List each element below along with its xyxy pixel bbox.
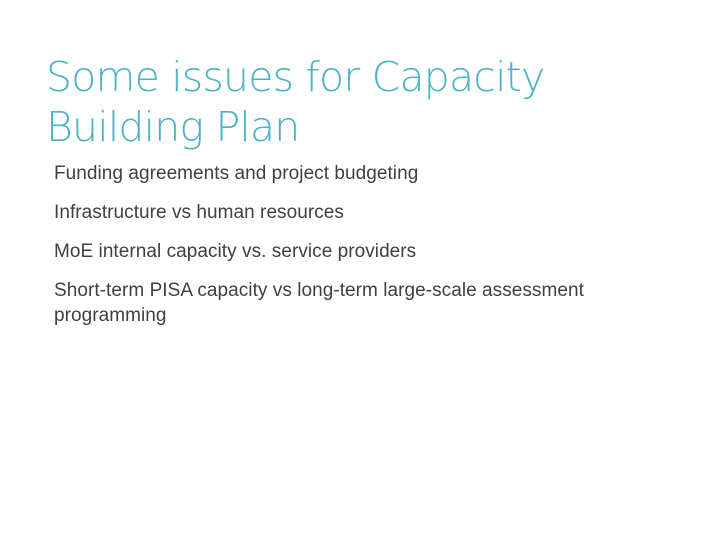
bullet-item: Infrastructure vs human resources [54, 202, 344, 223]
bullet-item: Short-term PISA capacity vs long-term large-scale assessment programming [54, 280, 584, 326]
bullet-item: Funding agreements and project budgeting [54, 163, 419, 184]
bullet-item: MoE internal capacity vs. service providers [54, 241, 417, 262]
slide-title: Some issues for Capacity Building Plan [46, 53, 545, 151]
bullet-list [54, 161, 674, 342]
